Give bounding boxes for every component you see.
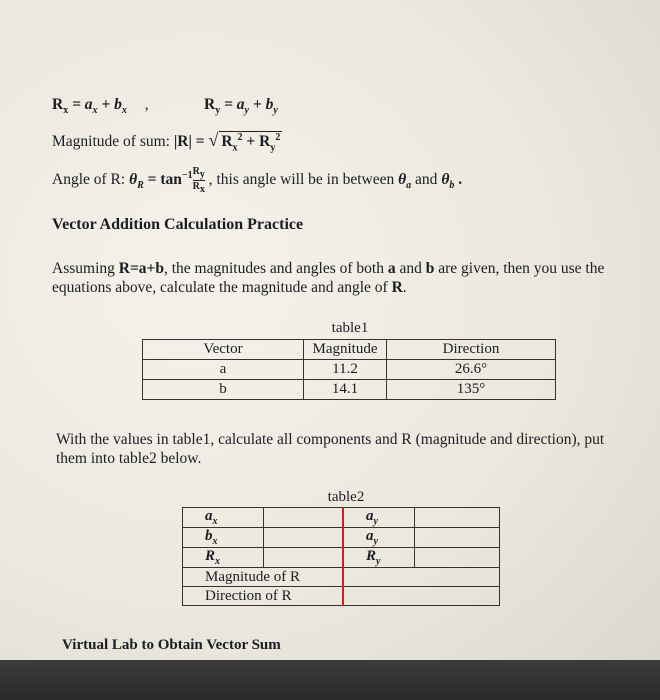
- table2-input-cell[interactable]: [415, 508, 500, 528]
- table2-label: $a_x$: [183, 508, 264, 528]
- angle-equation: Angle of R: $\theta_R = \tan^{-1}$ $\frac{R_y}{R_x}$ , this angle will be in between $\theta_a$ and $\theta_b$ .: [52, 166, 463, 195]
- table-row: [183, 587, 500, 606]
- magnitude-equation: Magnitude of sum: |R| = √ $R_x^2 + R_y^2$: [52, 130, 281, 154]
- sqrt-expression: $R_x^2 + R_y^2$: [221, 131, 281, 154]
- table2-input-cell[interactable]: [343, 587, 500, 606]
- table1-header-vector: Vector: [143, 340, 304, 360]
- instructions-text: With the values in table1, calculate all components and R (magnitude and direction), put them into table2 below.: [56, 431, 605, 467]
- table-row: [143, 360, 556, 380]
- table1-cell: a: [143, 360, 304, 380]
- table2-input-cell[interactable]: [343, 568, 500, 587]
- table2-label: $a_y$: [343, 528, 415, 548]
- table1-caption: table1: [331, 320, 369, 336]
- table2-label: $R_y$: [343, 548, 415, 568]
- practice-heading: Vector Addition Calculation Practice: [52, 216, 304, 233]
- table1-header-magnitude: Magnitude: [304, 340, 387, 360]
- table1: [142, 339, 556, 400]
- table2-direction-label: Direction of R: [183, 587, 344, 606]
- table1-cell: 11.2: [304, 360, 387, 380]
- table1-cell: 14.1: [304, 380, 387, 400]
- table1-cell: 135°: [387, 380, 556, 400]
- ry-equation: $R_y = a_y + b_y$: [204, 96, 278, 117]
- table2-label: $a_y$: [343, 508, 415, 528]
- table1-cell: 26.6°: [387, 360, 556, 380]
- angle-fraction: $\frac{R_y}{R_x}$: [192, 166, 205, 195]
- table-row: [143, 380, 556, 400]
- table2-input-cell[interactable]: [415, 548, 500, 568]
- background-surface: [0, 660, 660, 700]
- table-row: [183, 508, 500, 528]
- table2-input-cell[interactable]: [264, 508, 344, 528]
- table-row: [183, 528, 500, 548]
- table2: [182, 507, 500, 606]
- sqrt-sign: √: [208, 130, 219, 150]
- table-row: [183, 548, 500, 568]
- table2-input-cell[interactable]: [264, 548, 344, 568]
- table1-header-direction: Direction: [387, 340, 556, 360]
- table2-input-cell[interactable]: [415, 528, 500, 548]
- table2-caption: table2: [327, 489, 365, 505]
- rx-equation: $R_x = a_x + b_x$ ,: [52, 96, 149, 117]
- table2-input-cell[interactable]: [264, 528, 344, 548]
- footer-heading: Virtual Lab to Obtain Vector Sum: [62, 637, 281, 653]
- table2-label: $b_x$: [183, 528, 264, 548]
- table2-magnitude-label: Magnitude of R: [183, 568, 344, 587]
- table2-label: $R_x$: [183, 548, 264, 568]
- table1-cell: b: [143, 380, 304, 400]
- table-row: [183, 568, 500, 587]
- practice-paragraph: Assuming R=a+b, the magnitudes and angles of both a and b are given, then you use the equations above, calculate the magnitude and angle of R.: [52, 260, 605, 296]
